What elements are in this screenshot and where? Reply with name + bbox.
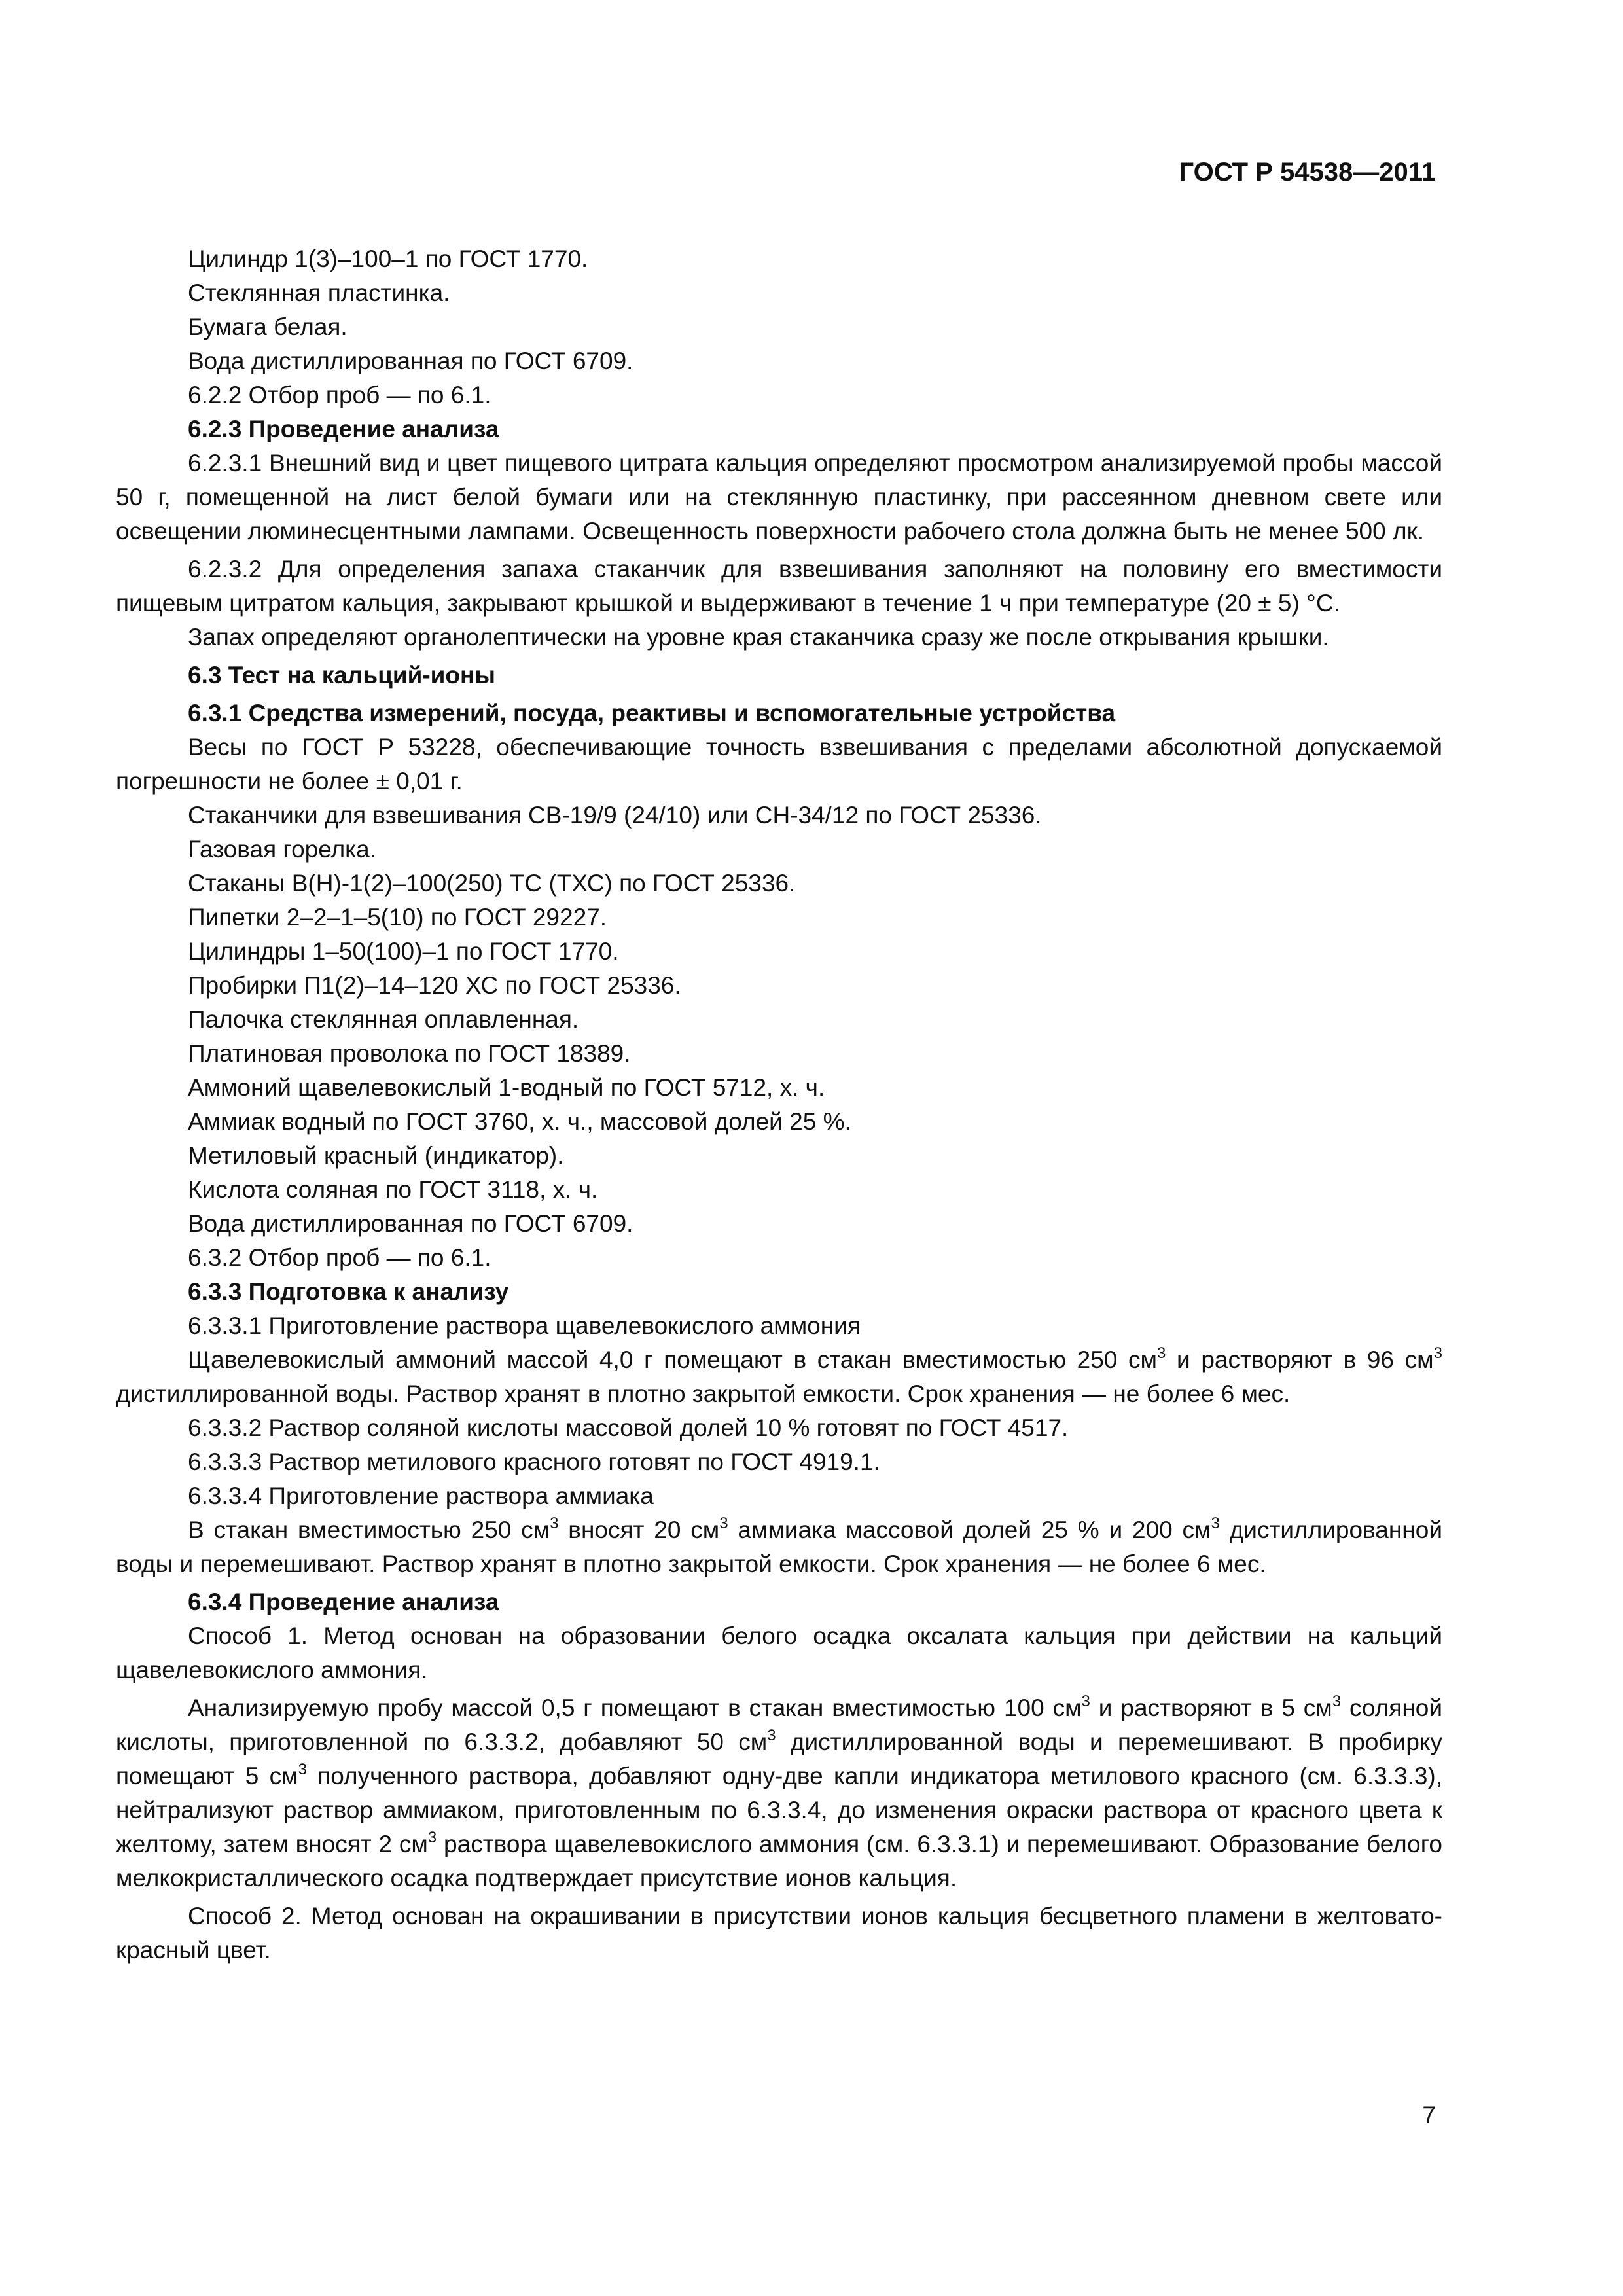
section-heading-6-3-1: 6.3.1 Средства измерений, посуда, реактивы и вспомогательные устройства	[188, 700, 1116, 726]
document-header-code: ГОСТ Р 54538—2011	[1179, 158, 1436, 187]
text-run: дистиллированной воды и перемешивают. В пробирку помещают 5 см	[116, 1729, 1442, 1789]
superscript: 3	[1081, 1692, 1090, 1710]
text-line: 6.3.3.2 Раствор соляной кислоты массовой долей 10 % готовят по ГОСТ 4517.	[188, 1414, 1069, 1441]
superscript: 3	[1211, 1514, 1220, 1532]
superscript: 3	[298, 1760, 307, 1778]
superscript: 3	[719, 1514, 728, 1532]
section-heading-6-2-3: 6.2.3 Проведение анализа	[188, 416, 499, 442]
equipment-item: Стаканы В(Н)-1(2)–100(250) ТС (ТХС) по ГОСТ 25336.	[188, 870, 796, 897]
section-heading-6-3-3: 6.3.3 Подготовка к анализу	[188, 1278, 509, 1305]
text-line: 6.3.2 Отбор проб — по 6.1.	[188, 1244, 491, 1271]
superscript: 3	[1332, 1692, 1342, 1710]
text-run: дистиллированной воды и перемешивают. Раствор хранят в плотно закрытой емкости. Срок хранения — не более 6 мес.	[116, 1516, 1442, 1577]
text-line: 6.3.3.3 Раствор метилового красного готовят по ГОСТ 4919.1.	[188, 1448, 880, 1475]
equipment-item: Цилиндры 1–50(100)–1 по ГОСТ 1770.	[188, 938, 619, 965]
text-run: полученного раствора, добавляют одну-две капли индикатора метилового красного (см. 6.3.3.3), нейтрализуют раствор аммиаком, приготовленным по 6.3.3.4, до изменения окраски раствора от красного цвета к желтому, затем вносят 2 см	[116, 1763, 1442, 1857]
equipment-item: Стаканчики для взвешивания СВ-19/9 (24/10) или СН-34/12 по ГОСТ 25336.	[188, 802, 1042, 829]
text-line: 6.3.3.4 Приготовление раствора аммиака	[188, 1482, 654, 1509]
paragraph-smell: Запах определяют органолептически на уровне края стаканчика сразу же после открывания крышки.	[188, 624, 1329, 651]
equipment-item: Пробирки П1(2)–14–120 ХС по ГОСТ 25336.	[188, 972, 681, 999]
equipment-item: Платиновая проволока по ГОСТ 18389.	[188, 1040, 631, 1067]
text-line: 6.2.2 Отбор проб — по 6.1.	[188, 382, 491, 408]
paragraph-ammonia-solution	[116, 1513, 1442, 1581]
equipment-item: Метиловый красный (индикатор).	[188, 1142, 564, 1169]
page-number: 7	[1422, 2102, 1436, 2128]
section-heading-6-3-4: 6.3.4 Проведение анализа	[188, 1588, 499, 1615]
text-run: В стакан вместимостью 250 см	[188, 1516, 550, 1543]
paragraph-scales: Весы по ГОСТ Р 53228, обеспечивающие точность взвешивания с пределами абсолютной допускаемой погрешности не более ± 0,01 г.	[116, 734, 1442, 795]
superscript: 3	[767, 1726, 776, 1744]
text-run: аммиака массовой долей 25 % и 200 см	[728, 1516, 1211, 1543]
paragraph-oxalate-solution	[116, 1343, 1442, 1411]
text-run: и растворяют в 5 см	[1090, 1695, 1332, 1721]
section-heading-6-3: 6.3 Тест на кальций-ионы	[188, 662, 495, 689]
superscript: 3	[550, 1514, 559, 1532]
text-run: соляной кислоты, приготовленной по 6.3.3.2, добавляют 50 см	[116, 1695, 1442, 1755]
equipment-item: Аммоний щавелевокислый 1-водный по ГОСТ 5712, х. ч.	[188, 1074, 825, 1101]
text-run: вносят 20 см	[558, 1516, 720, 1543]
superscript: 3	[1156, 1344, 1166, 1362]
paragraph-method-1: Способ 1. Метод основан на образовании белого осадка оксалата кальция при действии на кальций щавелевокислого аммония.	[116, 1623, 1442, 1683]
text-run: и растворяют в 96 см	[1166, 1346, 1434, 1373]
superscript: 3	[427, 1828, 437, 1846]
paragraph-6-2-3-2: 6.2.3.2 Для определения запаха стаканчик для взвешивания заполняют на половину его вместимости пищевым цитратом кальция, закрывают крышкой и выдерживают в течение 1 ч при температуре (20 ± 5) °С.	[116, 556, 1442, 617]
text-run: дистиллированной воды. Раствор хранят в плотно закрытой емкости. Срок хранения — не более 6 мес.	[116, 1380, 1291, 1407]
equipment-item: Пипетки 2–2–1–5(10) по ГОСТ 29227.	[188, 904, 607, 931]
equipment-item: Кислота соляная по ГОСТ 3118, х. ч.	[188, 1176, 598, 1203]
text-line: Стеклянная пластинка.	[188, 279, 450, 306]
paragraph-method-2: Способ 2. Метод основан на окрашивании в присутствии ионов кальция бесцветного пламени в желтовато-красный цвет.	[116, 1903, 1442, 1964]
superscript: 3	[1433, 1344, 1442, 1362]
paragraph-sample-procedure	[116, 1691, 1442, 1895]
paragraph-6-2-3-1: 6.2.3.1 Внешний вид и цвет пищевого цитрата кальция определяют просмотром анализируемой пробы массой 50 г, помещенной на лист белой бумаги или на стеклянную пластинку, при рассеянном дневном свете или освещении люминесцентными лампами. Освещенность поверхности рабочего стола должна быть не менее 500 лк.	[116, 450, 1442, 545]
text-line: Вода дистиллированная по ГОСТ 6709.	[188, 348, 633, 374]
equipment-item: Газовая горелка.	[188, 836, 377, 863]
text-run: раствора щавелевокислого аммония (см. 6.3.3.1) и перемешивают. Образование белого мелкокристаллического осадка подтверждает присутствие ионов кальция.	[116, 1831, 1442, 1892]
equipment-item: Палочка стеклянная оплавленная.	[188, 1006, 579, 1033]
text-line: Цилиндр 1(3)–100–1 по ГОСТ 1770.	[188, 245, 588, 272]
text-run: Щавелевокислый аммоний массой 4,0 г помещают в стакан вместимостью 250 см	[188, 1346, 1157, 1373]
text-run: Анализируемую пробу массой 0,5 г помещают в стакан вместимостью 100 см	[188, 1695, 1082, 1721]
document-body	[116, 242, 1442, 1967]
text-line: Бумага белая.	[188, 314, 348, 340]
equipment-item: Вода дистиллированная по ГОСТ 6709.	[188, 1210, 633, 1237]
equipment-item: Аммиак водный по ГОСТ 3760, х. ч., массовой долей 25 %.	[188, 1108, 851, 1135]
text-line: 6.3.3.1 Приготовление раствора щавелевокислого аммония	[188, 1312, 861, 1339]
